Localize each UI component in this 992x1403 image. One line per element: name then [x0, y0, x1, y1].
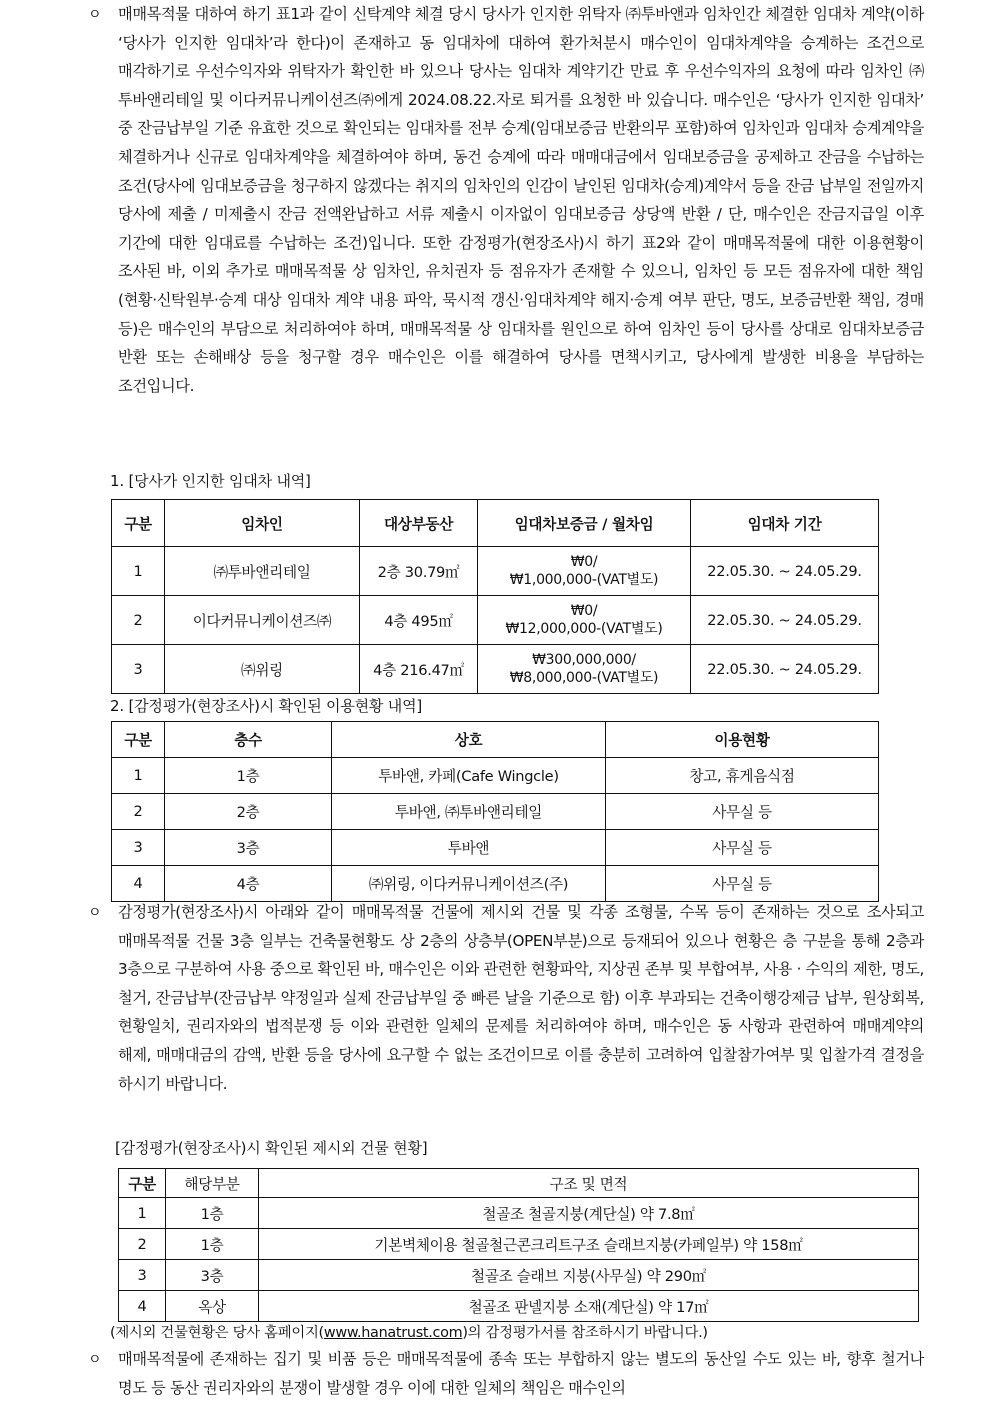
row-number: 4 — [119, 1291, 166, 1322]
tenant-name: ㈜위링 — [165, 645, 360, 694]
table3-caption: [감정평가(현장조사)시 확인된 제시외 건물 현황] — [115, 1139, 428, 1157]
bullet-mark: ㅇ — [88, 905, 102, 921]
building-part: 1층 — [166, 1229, 259, 1260]
paragraph-movables-text: 매매목적물에 존재하는 집기 및 비품 등은 매매목적물에 종속 또는 부합하지 않는 별도의 동산일 수도 있는 바, 향후 철거나 명도 등 동산 권리자와의 분쟁이 발생할 경우 이에 대한 일체의 책임은 매수인의 — [118, 1350, 924, 1397]
homepage-link[interactable]: www.hanatrust.com — [323, 1325, 463, 1341]
table-row — [119, 1260, 919, 1291]
floor: 2층 — [165, 794, 332, 830]
paragraph-unlisted-buildings-text: 감정평가(현장조사)시 아래와 같이 매매목적물 건물에 제시외 건물 및 각종 조형물, 수목 등이 존재하는 것으로 조사되고 매매목적물 건물 3층 일부는 건축물현황도 상 2층의 상층부(OPEN부분)으로 등재되어 있으나 현황은 층 구분을 통해 2층과 3층으로 구분하여 사용 중으로 확인된 바, 매수인은 이와 관련한 현황파악, 지상권 존부 및 부합여부, 사용 · 수익의 제한, 명도, 철거, 잔금납부(잔금납부 약정일과 실제 잔금납부일 중 빠른 날을 기준으로 함) 이후 부과되는 건축이행강제금 납부, 원상회복, 현황일치, 권리자와의 법적분쟁 등 이와 관련한 일체의 문제를 처리하여야 하며, 매수인은 동 사항과 관련하여 매매계약의 해제, 매매대금의 감액, 반환 등을 당사에 요구할 수 없는 조건이므로 이를 충분히 고려하여 입찰참가여부 및 입찰가격 결정을 하시기 바랍니다. — [118, 903, 924, 1093]
tenant-name: 이다커뮤니케이션즈㈜ — [165, 596, 360, 645]
table-row — [112, 645, 879, 694]
lease-period: 22.05.30. ~ 24.05.29. — [691, 645, 879, 694]
business-name: 투바앤 — [332, 830, 606, 866]
bullet-mark: ㅇ — [88, 7, 102, 23]
paragraph-movables — [88, 1345, 924, 1402]
table-row — [112, 794, 879, 830]
table1-header: 구분 — [112, 500, 165, 547]
table2-header-row — [112, 722, 879, 758]
business-name: ㈜위링, 이다커뮤니케이션즈(주) — [332, 866, 606, 902]
row-number: 2 — [119, 1229, 166, 1260]
table2-header: 구분 — [112, 722, 165, 758]
property-area: 2층 30.79㎡ — [360, 547, 478, 596]
table3-header: 구조 및 면적 — [259, 1169, 919, 1198]
table1-caption: 1. [당사가 인지한 임대차 내역] — [110, 472, 311, 490]
table1-header: 대상부동산 — [360, 500, 478, 547]
table3-header: 구분 — [119, 1169, 166, 1198]
structure-area: 기본벽체이용 철골철근콘크리트구조 슬래브지붕(카페일부) 약 158㎡ — [259, 1229, 919, 1260]
table1-header: 임차인 — [165, 500, 360, 547]
property-area: 4층 495㎡ — [360, 596, 478, 645]
floor: 1층 — [165, 758, 332, 794]
business-name: 투바앤, 카페(Cafe Wingcle) — [332, 758, 606, 794]
row-number: 1 — [112, 547, 165, 596]
table1-header: 임대차보증금 / 월차임 — [478, 500, 691, 547]
table-lease-list — [111, 499, 879, 694]
lease-period: 22.05.30. ~ 24.05.29. — [691, 547, 879, 596]
table-row — [119, 1291, 919, 1322]
paragraph-lease-terms-text: 매매목적물 대하여 하기 표1과 같이 신탁계약 체결 당시 당사가 인지한 위탁자 ㈜투바앤과 임차인간 체결한 임대차 계약(이하 ‘당사가 인지한 임대차’라 한다)이 존재하고 동 임대차에 대하여 환가처분시 매수인이 임대차계약을 승계하는 조건으로 매각하기로 우선수익자와 위탁자가 확인한 바 있으나 당사는 임대차 계약기간 만료 후 우선수익자의 요청에 따라 임차인 ㈜투바앤리테일 및 이다커뮤니케이션즈㈜에게 2024.08.22.자로 퇴거를 요청한 바 있습니다. 매수인은 ‘당사가 인지한 임대차’ 중 잔금납부일 기준 유효한 것으로 확인되는 임대차를 전부 승계(임대보증금 반환의무 포함)하여 임차인과 임대차 승계계약을 체결하거나 신규로 임대차계약을 체결하여야 하며, 동건 승계에 따라 매매대금에서 임대보증금을 공제하고 잔금을 수납하는 조건(당사에 임대보증금을 청구하지 않겠다는 취지의 임차인의 인감이 날인된 임대차(승계)계약서 등을 잔금 납부일 전일까지 당사에 제출 / 미제출시 잔금 전액완납하고 서류 제출시 이자없이 임대보증금 상당액 반환 / 단, 매수인은 잔금지급일 이후 기간에 대한 임대료를 수납하는 조건)입니다. 또한 감정평가(현장조사)시 하기 표2와 같이 매매목적물에 대한 이용현황이 조사된 바, 이외 추가로 매매목적물 상 임차인, 유치권자 등 점유자가 존재할 수 있으니, 임차인 등 모든 점유자에 대한 책임(현황·신탁원부·승계 대상 임대차 계약 내용 파악, 묵시적 갱신·임대차계약 해지·승계 여부 판단, 명도, 보증금반환 책임, 경매 등)은 매수인의 부담으로 처리하여야 하며, 매매목적물 상 임대차를 원인으로 하여 임차인 등이 당사를 상대로 임대차보증금 반환 또는 손해배상 등을 청구할 경우 매수인은 이를 해결하여 당사를 면책시키고, 당사에게 발생한 비용을 부담하는 조건입니다. — [118, 5, 924, 395]
business-name: 투바앤, ㈜투바앤리테일 — [332, 794, 606, 830]
table-unlisted-buildings — [118, 1168, 919, 1322]
deposit-rent: ₩0/ ₩12,000,000-(VAT별도) — [478, 596, 691, 645]
table-row — [119, 1229, 919, 1260]
homepage-note: (제시외 건물현황은 당사 홈페이지(www.hanatrust.com)의 감정평가서를 참조하시기 바랍니다.) — [110, 1325, 708, 1341]
table2-header: 상호 — [332, 722, 606, 758]
row-number: 3 — [119, 1260, 166, 1291]
floor: 3층 — [165, 830, 332, 866]
row-number: 2 — [112, 596, 165, 645]
usage: 사무실 등 — [606, 866, 879, 902]
building-part: 1층 — [166, 1198, 259, 1229]
table-row — [112, 596, 879, 645]
floor: 4층 — [165, 866, 332, 902]
row-number: 1 — [112, 758, 165, 794]
table2-header: 이용현황 — [606, 722, 879, 758]
property-area: 4층 216.47㎡ — [360, 645, 478, 694]
structure-area: 철골조 판넬지붕 소재(계단실) 약 17㎡ — [259, 1291, 919, 1322]
table1-header-row — [112, 500, 879, 547]
lease-period: 22.05.30. ~ 24.05.29. — [691, 596, 879, 645]
table3-header: 해당부분 — [166, 1169, 259, 1198]
table-row — [112, 830, 879, 866]
row-number: 1 — [119, 1198, 166, 1229]
usage: 사무실 등 — [606, 794, 879, 830]
tenant-name: ㈜투바앤리테일 — [165, 547, 360, 596]
table1-header: 임대차 기간 — [691, 500, 879, 547]
deposit-rent: ₩300,000,000/ ₩8,000,000-(VAT별도) — [478, 645, 691, 694]
row-number: 3 — [112, 645, 165, 694]
table-row — [112, 866, 879, 902]
paragraph-lease-terms — [88, 0, 924, 400]
deposit-rent: ₩0/ ₩1,000,000-(VAT별도) — [478, 547, 691, 596]
building-part: 옥상 — [166, 1291, 259, 1322]
table-row — [119, 1198, 919, 1229]
usage: 사무실 등 — [606, 830, 879, 866]
table-row — [112, 758, 879, 794]
usage: 창고, 휴게음식점 — [606, 758, 879, 794]
table3-header-row — [119, 1169, 919, 1198]
table-row — [112, 547, 879, 596]
row-number: 2 — [112, 794, 165, 830]
structure-area: 철골조 철골지붕(계단실) 약 7.8㎡ — [259, 1198, 919, 1229]
structure-area: 철골조 슬래브 지붕(사무실) 약 290㎡ — [259, 1260, 919, 1291]
bullet-mark: ㅇ — [88, 1352, 102, 1368]
table-usage-status — [111, 721, 879, 902]
building-part: 3층 — [166, 1260, 259, 1291]
row-number: 4 — [112, 866, 165, 902]
table2-caption: 2. [감정평가(현장조사)시 확인된 이용현황 내역] — [110, 697, 423, 715]
table2-header: 층수 — [165, 722, 332, 758]
paragraph-unlisted-buildings — [88, 898, 924, 1098]
row-number: 3 — [112, 830, 165, 866]
